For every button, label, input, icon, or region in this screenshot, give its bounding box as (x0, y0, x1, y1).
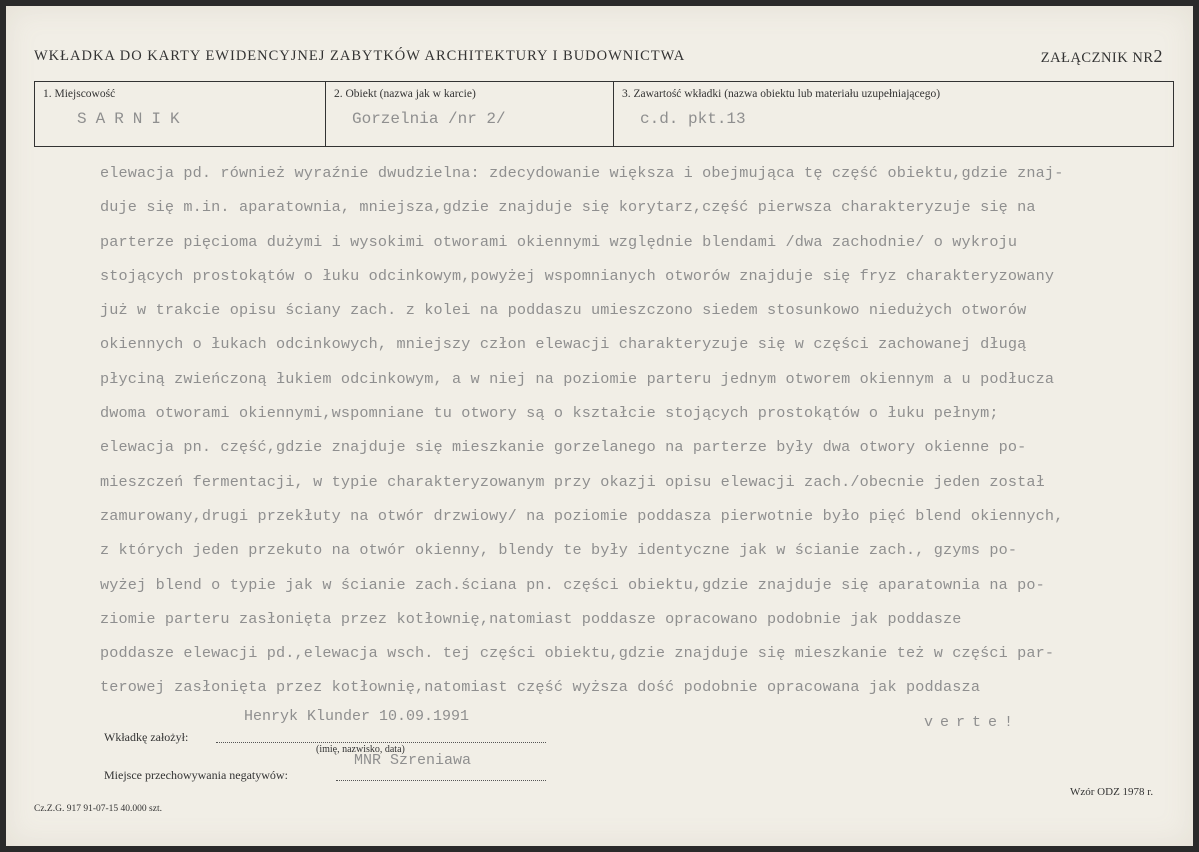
print-info: Cz.Z.G. 917 91-07-15 40.000 szt. (34, 804, 162, 814)
locality-label: 1. Miejscowość (43, 88, 116, 100)
form-sheet (6, 6, 1193, 846)
object-label: 2. Obiekt (nazwa jak w karcie) (334, 88, 476, 100)
negatives-line (336, 780, 546, 781)
object-value: Gorzelnia /nr 2/ (352, 110, 506, 128)
locality-field (35, 82, 326, 146)
body-line: zamurowany,drugi przekłuty na otwór drzwiowy/ na poziomie poddasza pierwotnie było pięć blend okiennych, (100, 506, 1064, 525)
body-line: mieszczeń fermentacji, w typie charakteryzowanym przy okazji opisu elewacji zach./obecnie jeden został (100, 472, 1045, 491)
negatives-label: Miejsce przechowywania negatywów: (104, 768, 288, 782)
body-line: terowej zasłonięta przez kotłownię,natomiast część wyższa dość podobnie opracowana jak poddasza (100, 678, 981, 697)
body-line: poddasze elewacji pd.,elewacja wsch. tej części obiektu,gdzie znajduje się mieszkanie też w części par- (100, 644, 1055, 663)
form-title: WKŁADKA DO KARTY EWIDENCYJNEJ ZABYTKÓW ARCHITEKTURY I BUDOWNICTWA (34, 48, 686, 64)
negatives-value: MNR Szreniawa (354, 752, 472, 769)
body-line: stojących prostokątów o łuku odcinkowym,powyżej wspomnianych otworów znajduje się fryz charakteryzowany (100, 266, 1055, 285)
attachment-number (1041, 46, 1163, 67)
content-label: 3. Zawartość wkładki (nazwa obiektu lub materiału uzupełniającego) (622, 88, 941, 100)
body-line: wyżej blend o typie jak w ścianie zach.ściana pn. części obiektu,gdzie znajduje się aparatownia na po- (100, 575, 1045, 594)
form-model: Wzór ODZ 1978 r. (1070, 786, 1154, 798)
body-line: elewacja pd. również wyraźnie dwudzielna: zdecydowanie większa i obejmująca tę część obiektu,gdzie znaj- (100, 164, 1064, 182)
body-line: płyciną zwieńczoną łukiem odcinkowym, a w niej na poziomie parteru jednym otworem okiennym a u podłucza (100, 369, 1055, 388)
body-line: parterze pięcioma dużymi i wysokimi otworami okiennymi względnie blendami /dwa zachodnie/ o wykroju (100, 232, 1018, 251)
created-by-caption: (imię, nazwisko, data) (316, 744, 405, 755)
body-line: elewacja pn. część,gdzie znajduje się mieszkanie gorzelanego na parterze były dwa otwory okienne po- (100, 438, 1027, 457)
created-by-label: Wkładkę założył: (104, 730, 189, 744)
content-field (614, 82, 1175, 146)
body-line: okiennych o łukach odcinkowych, mniejszy człon elewacji charakteryzuje się w części zachowanej długą (100, 335, 1027, 354)
created-by-value: Henryk Klunder 10.09.1991 (244, 708, 470, 725)
header-fields-grid (34, 81, 1174, 147)
attachment-number-value: 2 (1153, 46, 1163, 66)
body-line: ziomie parteru zasłonięta przez kotłownię,natomiast poddasze opracowano podobnie jak poddasze (100, 609, 962, 628)
body-line: duje się m.in. aparatownia, mniejsza,gdzie znajduje się korytarz,część pierwsza charakteryzuje się na (100, 198, 1036, 217)
body-line: już w trakcie opisu ściany zach. z kolei na poddaszu umieszczono siedem stosunkowo niedużych otworów (100, 301, 1027, 320)
locality-value: SARNIK (77, 110, 189, 128)
verte-note: verte! (924, 714, 1021, 731)
object-field (326, 82, 614, 146)
attachment-label: ZAŁĄCZNIK NR (1040, 50, 1154, 66)
content-value: c.d. pkt.13 (640, 110, 746, 128)
body-line: z których jeden przekuto na otwór okienny, blendy te były identyczne jak w ścianie zach., gzyms po- (100, 541, 1018, 560)
typed-description (100, 156, 1180, 705)
body-line: dwoma otworami okiennymi,wspomniane tu otwory są o kształcie stojących prostokątów o łuku pełnym; (100, 404, 999, 423)
created-by-line (216, 742, 546, 743)
